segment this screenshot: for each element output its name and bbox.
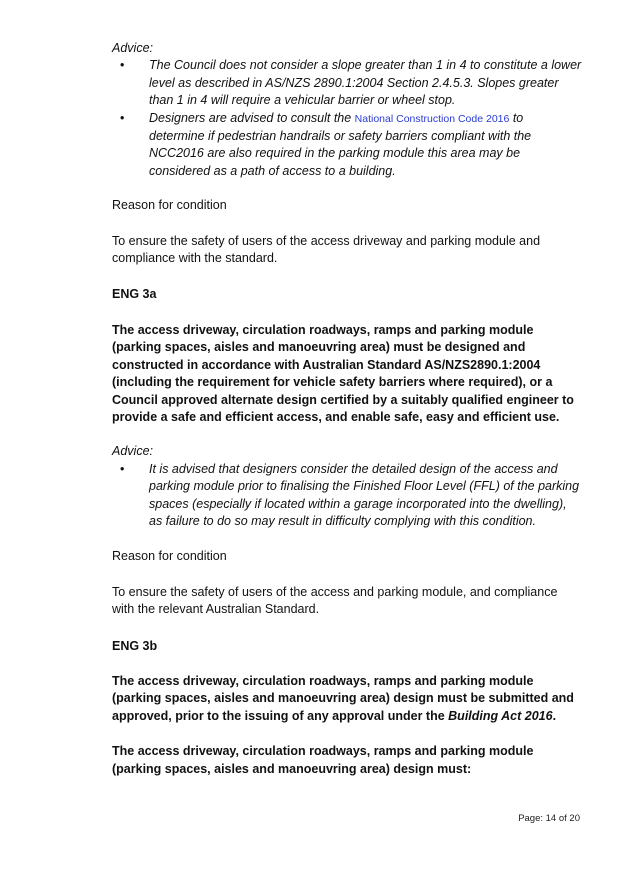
bullet-icon: • (120, 110, 125, 125)
document-page (112, 40, 582, 778)
condition-text-eng-3a: The access driveway, circulation roadways, ramps and parking module (parking spaces, aisles and manoeuvring area) must be designed and constructed in accordance with Australian Standard AS/NZS2890.1:2004 (including the requirement for vehicle safety barriers where required), or a Council approved alternate design certified by a suitably qualified engineer to provide a safe and efficient access, and enable safe, easy and efficient use. (112, 322, 574, 424)
advice-bullet-item (112, 110, 582, 181)
advice-bullet-item (112, 461, 582, 531)
advice-bullet-text: It is advised that designers consider the detailed design of the access and parking module prior to finalising the Finished Floor Level (FFL) of the parking spaces (especially if located within a garage incorporated into the dwelling), as failure to do so may result in difficulty complying with this condition. (149, 461, 580, 528)
page-number: Page: 14 of 20 (518, 813, 580, 824)
reason-heading: Reason for condition (112, 549, 227, 564)
bullet-icon: • (120, 461, 125, 476)
advice-bullet-text: The Council does not consider a slope greater than 1 in 4 to constitute a lower level as described in AS/NZS 2890.1:2004 Section 2.4.5.3. Slopes greater than 1 in 4 will require a vehicular barrier or wheel stop. (149, 58, 582, 108)
advice-bullet-item (112, 57, 582, 109)
advice-bullet-text-after-link: to determine if pedestrian handrails or safety barriers compliant with the NCC2016 are also required in the parking module this area may be considered as a path of access to a building. (149, 110, 532, 178)
advice-list (112, 57, 582, 180)
reason-text: To ensure the safety of users of the access and parking module, and compliance with the relevant Australian Standard. (112, 584, 558, 617)
advice-list (112, 461, 582, 531)
condition-heading-eng-3a: ENG 3a (112, 287, 157, 302)
advice-bullet-text-before-link: Designers are advised to consult the (149, 110, 355, 125)
condition-text-after-act: . (552, 708, 557, 723)
reason-text: To ensure the safety of users of the access driveway and parking module and compliance with the standard. (112, 233, 541, 266)
advice-label: Advice: (112, 444, 153, 459)
act-name: Building Act 2016 (448, 708, 553, 723)
condition-text-before-act: The access driveway, circulation roadways, ramps and parking module (parking spaces, aisles and manoeuvring area) design must be submitted and approved, prior to the issuing of any approval under the (112, 673, 574, 723)
condition-text-eng-3b (112, 673, 582, 725)
bullet-icon: • (120, 58, 125, 73)
ncc-link[interactable]: National Construction Code 2016 (354, 112, 510, 125)
condition-text-eng-3b-design: The access driveway, circulation roadways, ramps and parking module (parking spaces, aisles and manoeuvring area) design must: (112, 744, 534, 776)
reason-heading: Reason for condition (112, 198, 227, 213)
advice-label: Advice: (112, 41, 153, 55)
condition-heading-eng-3b: ENG 3b (112, 638, 158, 653)
